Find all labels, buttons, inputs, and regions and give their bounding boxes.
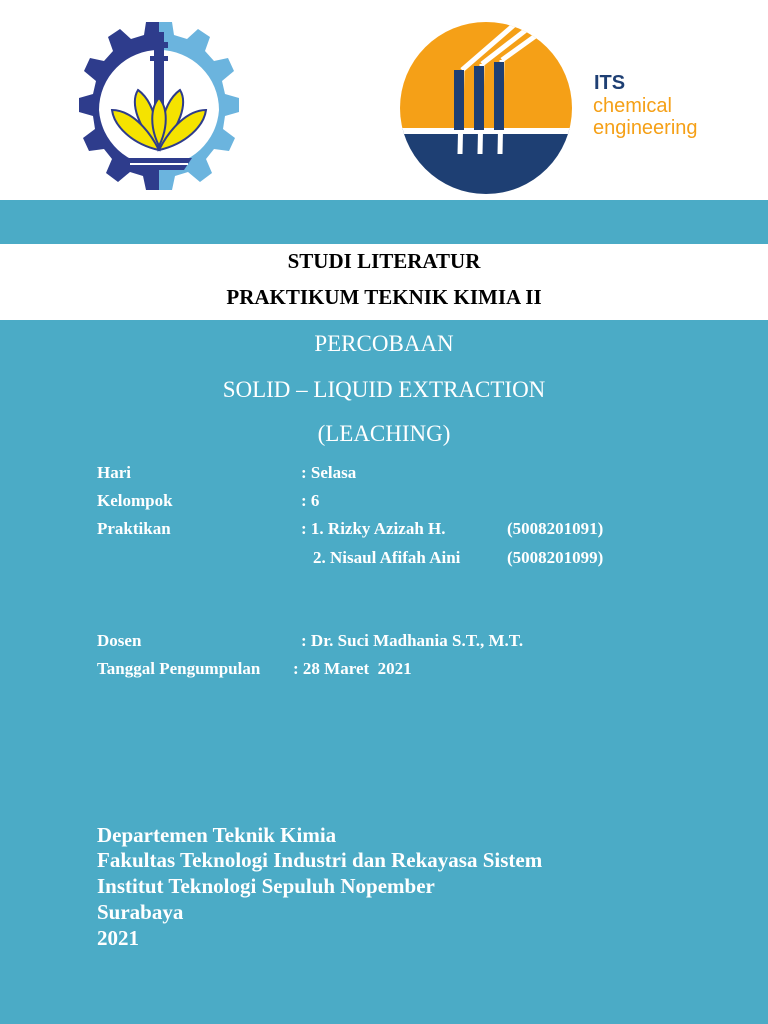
kelompok-value: : 6 — [301, 491, 320, 510]
praktikan-label: Praktikan — [97, 519, 171, 538]
kelompok-label: Kelompok — [97, 491, 173, 510]
hari-label: Hari — [97, 463, 131, 482]
hari-value: : Selasa — [301, 463, 357, 482]
footer-institute: Institut Teknologi Sepuluh Nopember — [97, 874, 435, 898]
praktikan-1-name: : 1. Rizky Azizah H. — [301, 519, 446, 538]
praktikan-2-name: 2. Nisaul Afifah Aini — [313, 548, 461, 567]
experiment-title: SOLID – LIQUID EXTRACTION — [222, 377, 546, 402]
top-band — [0, 200, 768, 244]
logo-its-text: ITS — [594, 72, 626, 94]
its-chemical-engineering-logo — [394, 20, 580, 196]
footer-year: 2021 — [97, 926, 139, 950]
praktikan-1-id: (5008201091) — [507, 519, 604, 538]
logo-chemical-text: chemical — [593, 95, 672, 117]
experiment-subtitle: (LEACHING) — [317, 421, 451, 446]
its-emblem-logo — [68, 18, 250, 194]
document-type: STUDI LITERATUR — [287, 249, 481, 273]
experiment-label: PERCOBAAN — [314, 331, 454, 356]
praktikan-2-id: (5008201099) — [507, 548, 604, 567]
dosen-label: Dosen — [97, 631, 142, 650]
dosen-value: : Dr. Suci Madhania S.T., M.T. — [301, 631, 524, 650]
footer-department: Departemen Teknik Kimia — [97, 823, 337, 847]
footer-faculty: Fakultas Teknologi Industri dan Rekayasa Sistem — [97, 848, 543, 872]
tanggal-value: : 28 Maret 2021 — [293, 659, 412, 678]
footer-city: Surabaya — [97, 900, 184, 924]
logo-engineering-text: engineering — [593, 117, 698, 139]
tanggal-label: Tanggal Pengumpulan — [97, 659, 261, 678]
course-title: PRAKTIKUM TEKNIK KIMIA II — [226, 285, 542, 309]
